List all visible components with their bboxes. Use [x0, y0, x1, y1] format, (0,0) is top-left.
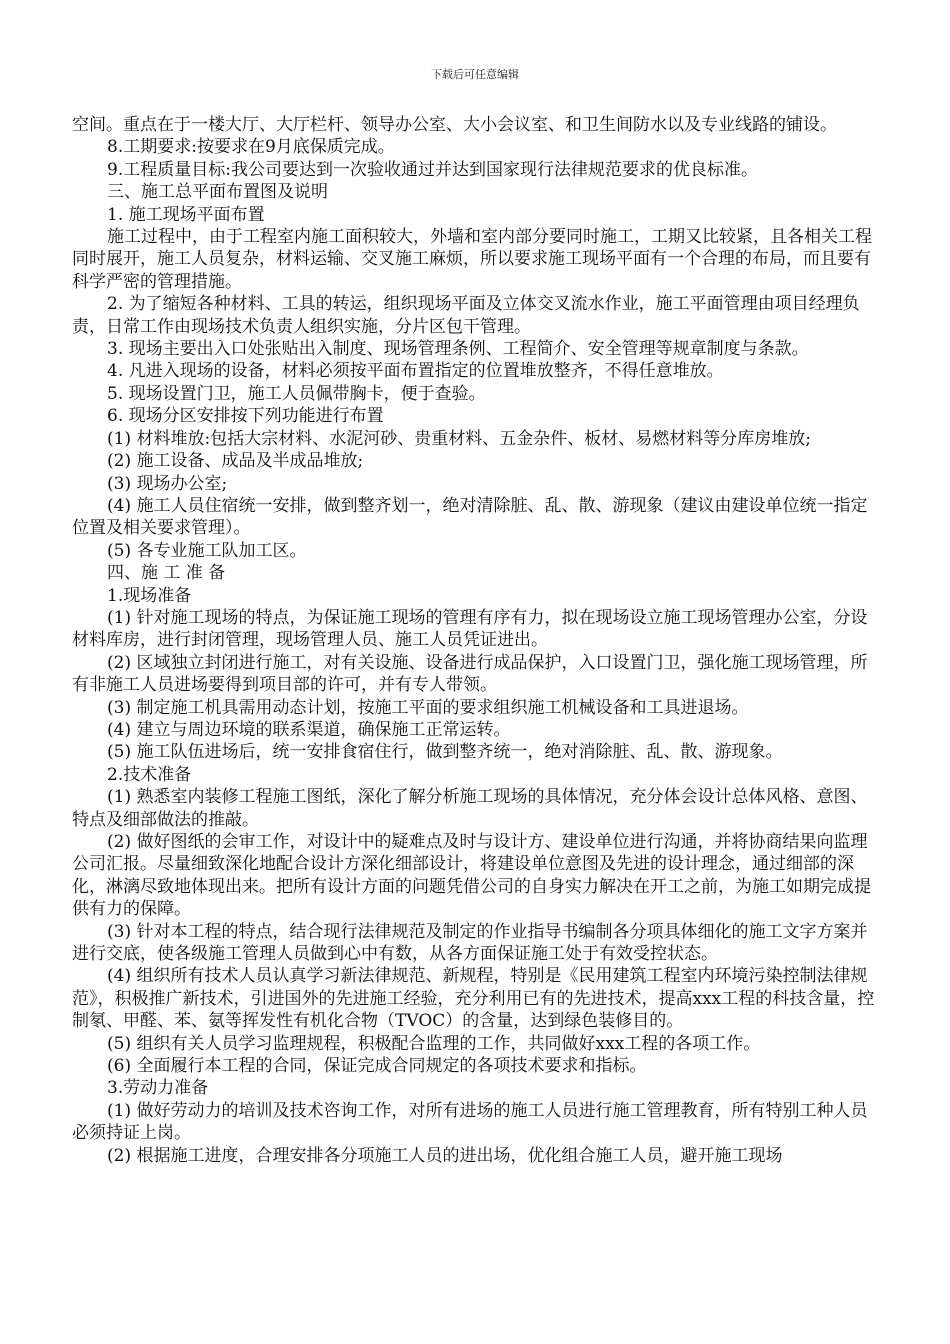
paragraph: (4) 组织所有技术人员认真学习新法律规范、新规程，特别是《民用建筑工程室内环境污染控制法律规范》，积极推广新技术，引进国外的先进施工经验，充分利用已有的先进技术，提高xxx工程的科技含量，控制氡、甲醛、苯、氨等挥发性有机化合物（TVOC）的含量，达到绿色装修目的。 — [72, 966, 875, 1032]
paragraph: 6. 现场分区安排按下列功能进行布置 — [107, 406, 384, 427]
paragraph: 1.现场准备 — [107, 585, 192, 606]
paragraph: (2) 施工设备、成品及半成品堆放; — [107, 451, 364, 472]
paragraph: 4. 凡进入现场的设备，材料必须按平面布置指定的位置堆放整齐，不得任意堆放。 — [107, 361, 724, 382]
paragraph: 5. 现场设置门卫，施工人员佩带胸卡，便于查验。 — [107, 383, 486, 404]
paragraph: (1) 熟悉室内装修工程施工图纸，深化了解分析施工现场的具体情况，充分体会设计总体风格、意图、特点及细部做法的推敲。 — [72, 787, 868, 830]
paragraph: (4) 建立与周边环境的联系渠道，确保施工正常运转。 — [107, 719, 511, 740]
paragraph: 2. 为了缩短各种材料、工具的转运，组织现场平面及立体交叉流水作业，施工平面管理由项目经理负责，日常工作由现场技术负责人组织实施，分片区包干管理。 — [72, 294, 860, 337]
paragraph: (2) 根据施工进度，合理安排各分项施工人员的进出场，优化组合施工人员，避开施工现场 — [107, 1145, 783, 1166]
paragraph: 三、施工总平面布置图及说明 — [107, 182, 328, 203]
paragraph: (5) 组织有关人员学习监理规程，积极配合监理的工作，共同做好xxx工程的各项工作。 — [107, 1033, 761, 1054]
paragraph: 1. 施工现场平面布置 — [107, 204, 265, 225]
paragraph: 空间。重点在于一楼大厅、大厅栏杆、领导办公室、大小会议室、和卫生间防水以及专业线路的铺设。 — [72, 115, 837, 135]
paragraph: 施工过程中，由于工程室内施工面积较大，外墙和室内部分要同时施工，工期又比较紧，且各相关工程同时展开，施工人员复杂，材料运输、交叉施工麻烦，所以要求施工现场平面有一个合理的布局，而且要有科学严密的管理措施。 — [72, 227, 872, 292]
paragraph: 2.技术准备 — [107, 764, 192, 785]
paragraph: (1) 做好劳动力的培训及技术咨询工作，对所有进场的施工人员进行施工管理教育，所有特别工种人员必须持证上岗。 — [72, 1100, 868, 1144]
page-header: 下载后可任意编辑 — [431, 68, 519, 81]
paragraph: (1) 针对施工现场的特点，为保证施工现场的管理有序有力，拟在现场设立施工现场管理办公室，分设材料库房，进行封闭管理，现场管理人员、施工人员凭证进出。 — [72, 607, 868, 651]
paragraph: 8.工期要求:按要求在9月底保质完成。 — [107, 137, 395, 158]
paragraph: (1) 材料堆放:包括大宗材料、水泥河砂、贵重材料、五金杂件、板材、易燃材料等分库房堆放; — [107, 428, 811, 449]
paragraph: 四、施 工 准 备 — [107, 563, 226, 584]
document-body — [72, 114, 884, 1167]
paragraph: 3. 现场主要出入口处张贴出入制度、现场管理条例、工程简介、安全管理等规章制度与条款。 — [107, 339, 809, 360]
paragraph: (6) 全面履行本工程的合同，保证完成合同规定的各项技术要求和指标。 — [107, 1056, 647, 1077]
paragraph: (3) 现场办公室; — [107, 473, 228, 494]
paragraph: (2) 做好图纸的会审工作，对设计中的疑难点及时与设计方、建设单位进行沟通，并将协商结果向监理公司汇报。尽量细致深化地配合设计方深化细部设计，将建设单位意图及先进的设计理念，通过细部的深化，淋漓尽致地体现出来。把所有设计方面的问题凭借公司的自身实力解决在开工之前，为施工如期完成提供有力的保障。 — [72, 832, 871, 920]
paragraph: (3) 制定施工机具需用动态计划，按施工平面的要求组织施工机械设备和工具进退场。 — [107, 697, 749, 718]
paragraph: 3.劳动力准备 — [107, 1078, 209, 1099]
paragraph: (5) 施工队伍进场后，统一安排食宿住行，做到整齐统一，绝对消除脏、乱、散、游现象。 — [107, 742, 783, 763]
paragraph: (2) 区域独立封闭进行施工，对有关设施、设备进行成品保护，入口设置门卫，强化施工现场管理，所有非施工人员进场要得到项目部的许可，并有专人带领。 — [72, 652, 868, 696]
paragraph: (3) 针对本工程的特点，结合现行法律规范及制定的作业指导书编制各分项具体细化的施工文字方案并进行交底，使各级施工管理人员做到心中有数，从各方面保证施工处于有效受控状态。 — [72, 921, 868, 965]
paragraph: (4) 施工人员住宿统一安排，做到整齐划一，绝对清除脏、乱、散、游现象（建议由建设单位统一指定位置及相关要求管理）。 — [72, 495, 868, 539]
paragraph: (5) 各专业施工队加工区。 — [107, 540, 307, 561]
paragraph: 9.工程质量目标:我公司要达到一次验收通过并达到国家现行法律规范要求的优良标准。 — [107, 159, 758, 180]
